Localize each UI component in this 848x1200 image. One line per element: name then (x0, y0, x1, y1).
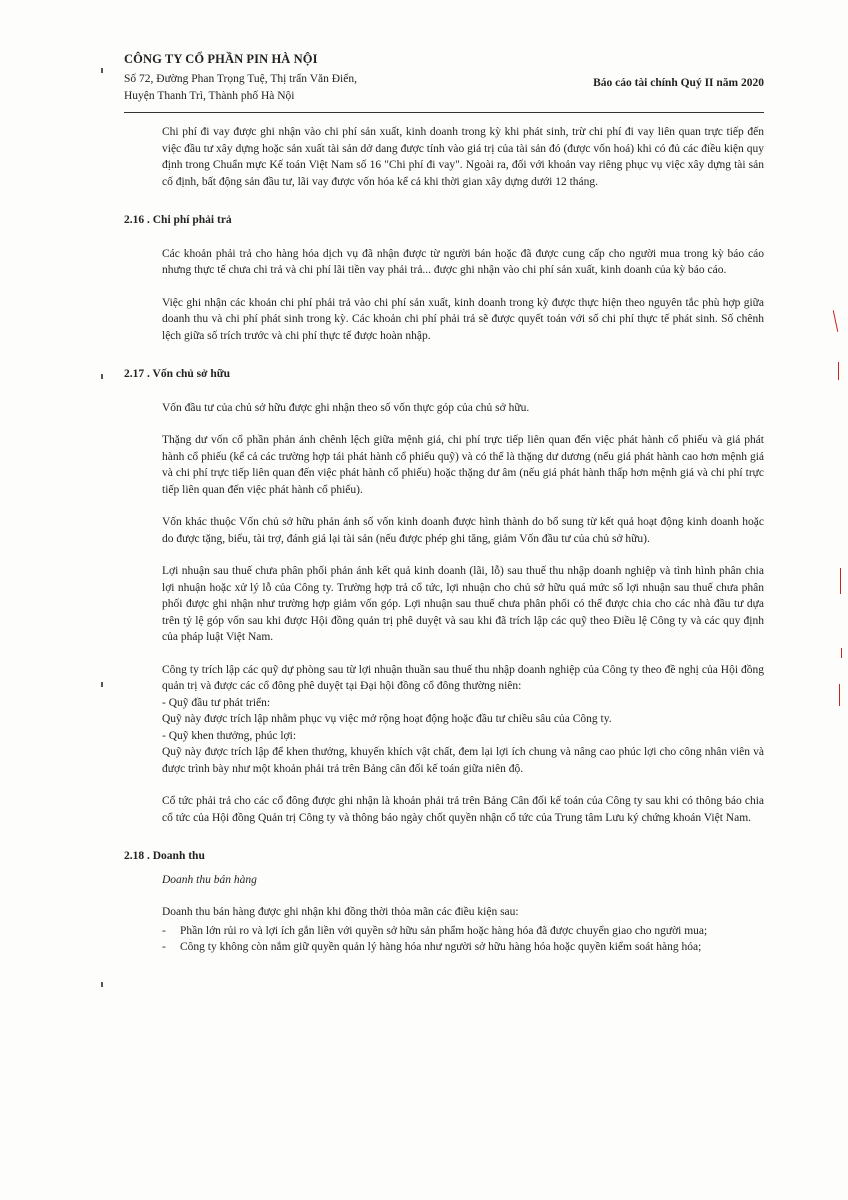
revenue-conditions-list (162, 923, 764, 956)
fund-development-description: Quỹ này được trích lập nhằm phục vụ việc mở rộng hoạt động hoặc đầu tư chiều sâu của Công ty. (162, 713, 612, 725)
company-name: CÔNG TY CỔ PHẦN PIN HÀ NỘI (124, 52, 318, 66)
section-2-17-paragraph-4: Lợi nhuận sau thuế chưa phân phối phản ánh kết quả kinh doanh (lãi, lỗ) sau thuế thu nhập doanh nghiệp và tình hình phân chia lợi nhuận hoặc xử lý lỗ của Công ty. Trường hợp trả cổ tức, lợi nhuận cho chủ sở hữu quá mức số lợi nhuận sau thuế chưa phân phối được ghi nhận như trường hợp giảm vốn góp. Lợi nhuận sau thuế chưa phân phối có thể được chia cho các nhà đầu tư dựa trên tỷ lệ góp vốn sau khi được Hội đồng quản trị phê duyệt và sau khi đã trích lập các quỹ theo Điều lệ Công ty và các quy định của pháp luật Việt Nam. (162, 565, 764, 643)
section-2-17-paragraph-2: Thặng dư vốn cổ phần phản ánh chênh lệch giữa mệnh giá, chi phí trực tiếp liên quan đến việc phát hành cổ phiếu và giá phát hành cổ phiếu (kể cả các trường hợp tái phát hành cổ phiếu quỹ) và có thể là thặng dư dương (nếu giá phát hành cao hơn mệnh giá và chi phí trực tiếp liên quan đến việc phát hành cổ phiếu) hoặc thặng dư âm (nếu giá phát hành thấp hơn mệnh giá và chi phí trực tiếp liên quan đến việc phát hành cổ phiếu). (162, 434, 764, 496)
list-item: - Công ty không còn nắm giữ quyền quản lý hàng hóa như người sở hữu hàng hóa hoặc quyền kiểm soát hàng hóa; (162, 939, 764, 956)
section-2-16-paragraph-1: Các khoản phải trả cho hàng hóa dịch vụ đã nhận được từ người bán hoặc đã được cung cấp cho người mua trong kỳ báo cáo nhưng thực tế chưa chi trả và chi phí lãi tiền vay phải trả... được ghi nhận vào chi phí sản xuất, kinh doanh của kỳ báo cáo. (162, 247, 764, 276)
stamp-edge-mark (833, 310, 839, 332)
section-2-18-paragraph-1: Doanh thu bán hàng được ghi nhận khi đồng thời thỏa mãn các điều kiện sau: (162, 906, 519, 918)
fund-reward-description: Quỹ này được trích lập để khen thưởng, khuyến khích vật chất, đem lại lợi ích chung và nâng cao phúc lợi cho công nhân viên và được trình bày như một khoản phải trả trên Bảng cân đối kế toán giữa niên độ. (162, 746, 764, 775)
section-2-16-paragraph-2: Việc ghi nhận các khoản chi phí phải trả vào chi phí sản xuất, kinh doanh trong kỳ được thực hiện theo nguyên tắc phù hợp giữa doanh thu và chi phí phát sinh trong kỳ. Các khoản chi phí phải trả sẽ được quyết toán với số chi phí thực tế phát sinh. Số chênh lệch giữa số trích trước và chi phí thực tế được hoàn nhập. (162, 296, 764, 342)
report-title: Báo cáo tài chính Quý II năm 2020 (593, 77, 764, 89)
list-item: - Phần lớn rủi ro và lợi ích gắn liền với quyền sở hữu sản phẩm hoặc hàng hóa đã được chuyển giao cho người mua; (162, 923, 764, 940)
section-2-17-paragraph-3: Vốn khác thuộc Vốn chủ sở hữu phản ánh số vốn kinh doanh được hình thành do bổ sung từ kết quả hoạt động kinh doanh hoặc do được tặng, biếu, tài trợ, đánh giá lại tài sản (nếu được phép ghi tăng, giảm Vốn đầu tư của chủ sở hữu). (162, 516, 764, 545)
scan-tick-mark (101, 374, 103, 379)
section-2-17-paragraph-5: Công ty trích lập các quỹ dự phòng sau từ lợi nhuận thuần sau thuế thu nhập doanh nghiệp của Công ty theo đề nghị của Hội đồng quản trị và được các cổ đông phê duyệt tại Đại hội đồng cổ đông thường niên: (162, 663, 764, 692)
section-2-17-paragraph-1: Vốn đầu tư của chủ sở hữu được ghi nhận theo số vốn thực góp của chủ sở hữu. (162, 401, 530, 414)
page-header (124, 52, 764, 105)
stamp-edge-mark (840, 568, 841, 594)
section-2-17-paragraph-6: Cổ tức phải trả cho các cổ đông được ghi nhận là khoản phải trả trên Bảng Cân đối kế toán của Công ty sau khi có thông báo chia cổ tức của Hội đồng Quản trị Công ty và thông báo ngày chốt quyền nhận cổ tức của Trung tâm Lưu ký chứng khoán Việt Nam. (162, 795, 764, 824)
scan-tick-mark (101, 68, 103, 73)
address-line-1: Số 72, Đường Phan Trọng Tuệ, Thị trấn Văn Điển, (124, 73, 357, 85)
section-2-17-heading: 2.17 . Vốn chủ sở hữu (124, 368, 231, 380)
section-2-18-subheading: Doanh thu bán hàng (162, 873, 257, 886)
page-content (124, 124, 764, 956)
fund-development-label: - Quỹ đầu tư phát triển: (162, 696, 271, 709)
header-divider (124, 112, 764, 113)
section-2-16-heading: 2.16 . Chi phí phải trả (124, 214, 232, 226)
intro-paragraph: Chi phí đi vay được ghi nhận vào chi phí sản xuất, kinh doanh trong kỳ khi phát sinh, trừ chi phí đi vay liên quan trực tiếp đến việc đầu tư xây dựng hoặc sản xuất tài sản dở dang được tính vào giá trị của tài sản đó (được vốn hoá) khi có đủ các điều kiện quy định trong Chuẩn mực Kế toán Việt Nam số 16 "Chi phí đi vay". Ngoài ra, đối với khoản vay riêng phục vụ việc xây dựng tài sản cố định, bất động sản đầu tư, lãi vay được vốn hóa kể cả khi thời gian xây dựng dưới 12 tháng. (162, 126, 764, 188)
fund-reward-label: - Quỹ khen thưởng, phúc lợi: (162, 729, 297, 742)
scan-tick-mark (101, 982, 103, 987)
stamp-edge-mark (841, 648, 842, 658)
address-line-2: Huyện Thanh Trì, Thành phố Hà Nội (124, 90, 295, 102)
section-2-18-heading: 2.18 . Doanh thu (124, 850, 205, 862)
stamp-edge-mark (839, 684, 840, 706)
stamp-edge-mark (838, 362, 839, 380)
scan-tick-mark (101, 682, 103, 687)
